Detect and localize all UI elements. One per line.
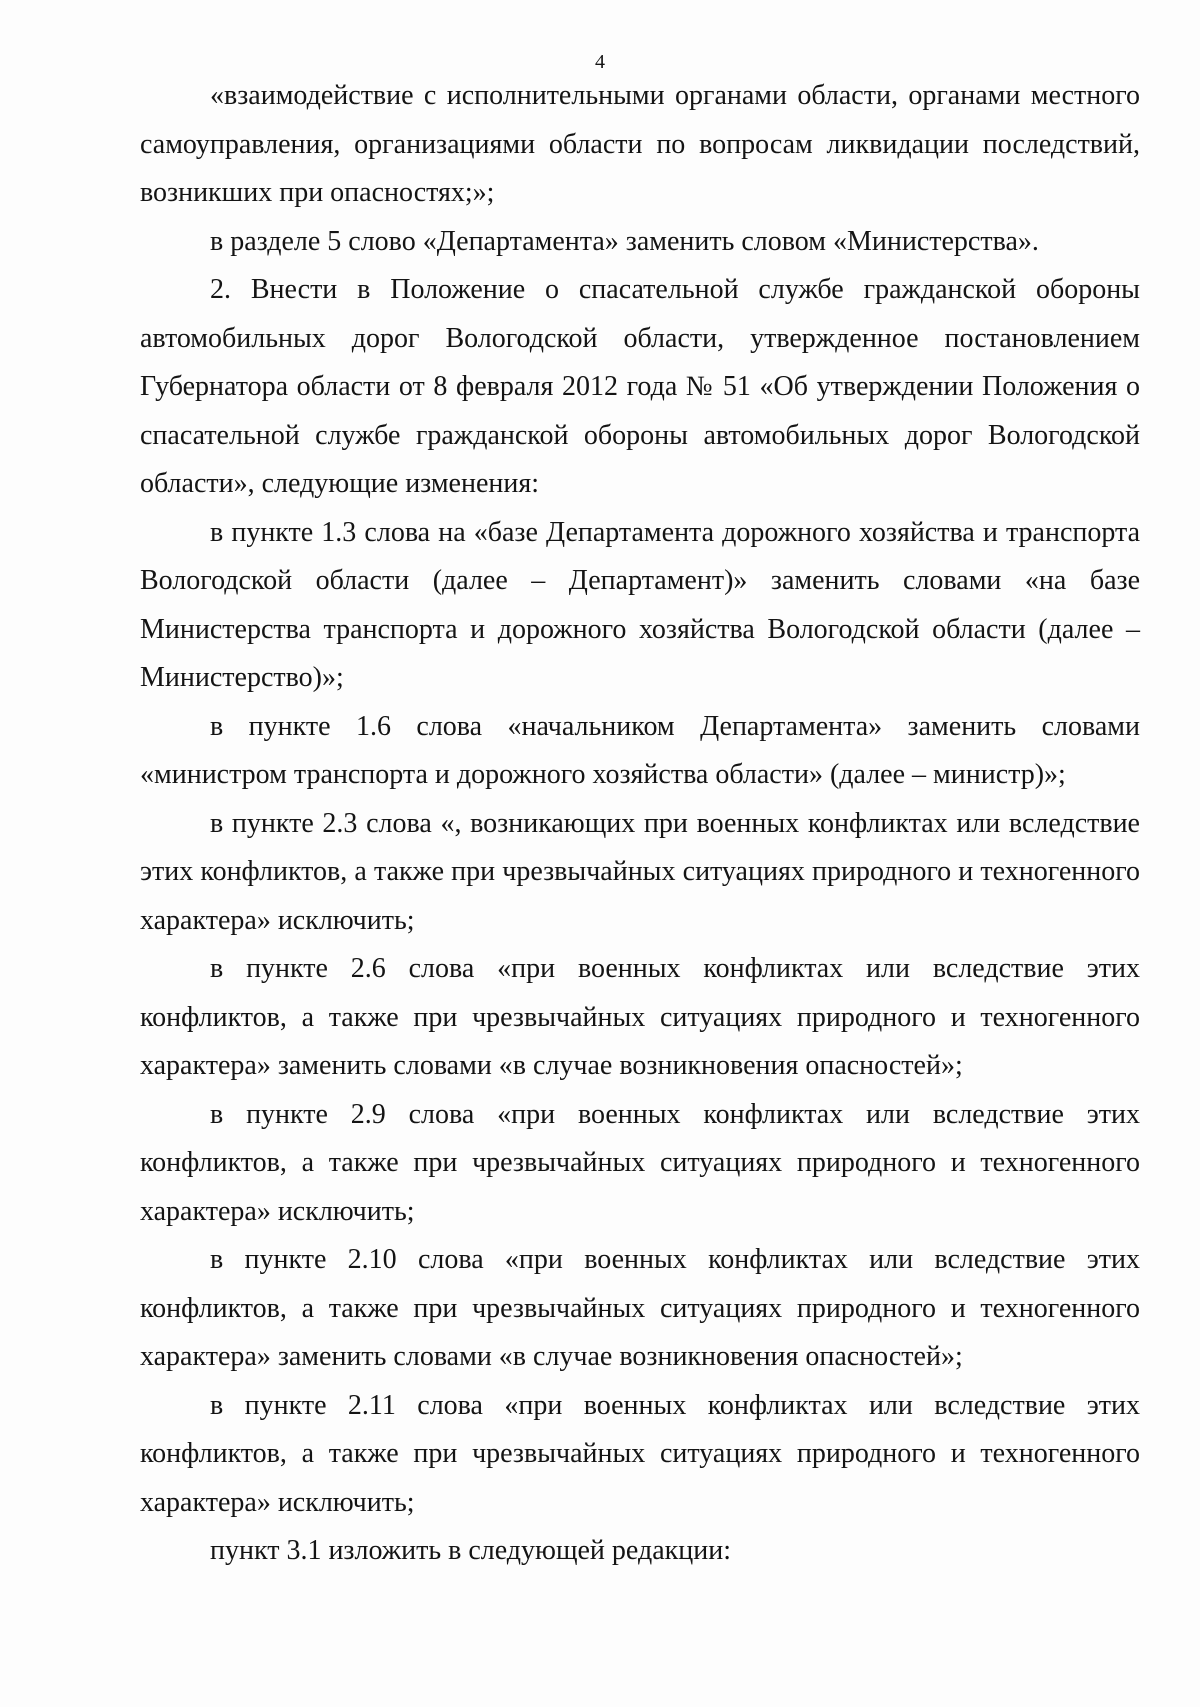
paragraph: в пункте 2.3 слова «, возникающих при военных конфликтах или вследствие этих конфликтов, а также при чрезвычайных ситуациях природного и техногенного характера» исключить; (140, 807, 1140, 936)
paragraph: в пункте 2.9 слова «при военных конфликтах или вследствие этих конфликтов, а также при чрезвычайных ситуациях природного и техногенного характера» исключить; (140, 1098, 1140, 1227)
page-number: 4 (595, 51, 605, 73)
paragraph: в пункте 2.10 слова «при военных конфликтах или вследствие этих конфликтов, а также при чрезвычайных ситуациях природного и техногенного характера» заменить словами «в случае возникновения опасностей»; (140, 1244, 1140, 1372)
paragraph: в пункте 1.6 слова «начальником Департамента» заменить словами «министром транспорта и дорожного хозяйства области» (далее – министр)»; (140, 710, 1140, 790)
paragraph: в разделе 5 слово «Департамента» заменить словом «Министерства». (210, 225, 1039, 257)
document-body (140, 72, 1140, 1576)
paragraph: в пункте 1.3 слова на «базе Департамента дорожного хозяйства и транспорта Вологодской области (далее – Департамент)» заменить словами «на базе Министерства транспорта и дорожного хозяйства Вологодской области (далее – Министерство)»; (140, 516, 1140, 693)
paragraph: пункт 3.1 изложить в следующей редакции: (210, 1535, 731, 1566)
paragraph: в пункте 2.11 слова «при военных конфликтах или вследствие этих конфликтов, а также при чрезвычайных ситуациях природного и техногенного характера» исключить; (140, 1389, 1140, 1518)
paragraph: 2. Внести в Положение о спасательной службе гражданской обороны автомобильных дорог Вологодской области, утвержденное постановлением Губернатора области от 8 февраля 2012 года № 51 «Об утверждении Положения о спасательной службе гражданской обороны автомобильных дорог Вологодской области», следующие изменения: (140, 274, 1140, 499)
paragraph: в пункте 2.6 слова «при военных конфликтах или вследствие этих конфликтов, а также при чрезвычайных ситуациях природного и техногенного характера» заменить словами «в случае возникновения опасностей»; (140, 953, 1140, 1081)
paragraph: «взаимодействие с исполнительными органами области, органами местного самоуправления, организациями области по вопросам ликвидации последствий, возникших при опасностях;»; (140, 80, 1140, 208)
